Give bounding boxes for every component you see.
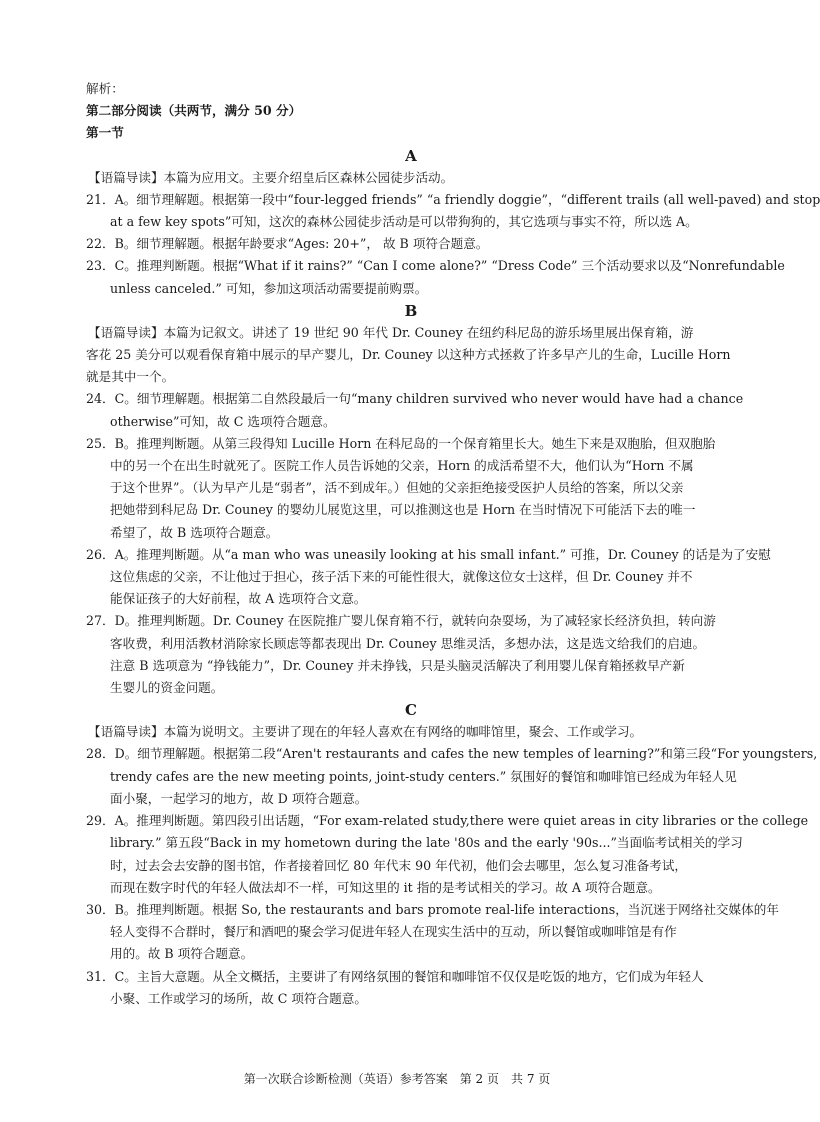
passage-a-heading: A: [405, 146, 417, 165]
answer-29-line-3: 时，过去会去安静的图书馆，作者接着回忆 80 年代末 90 年代初，他们会去哪里，怎么复习准备考试，: [110, 857, 688, 873]
page-footer: 第一次联合诊断检测（英语）参考答案 第 2 页 共 7 页: [243, 1072, 551, 1086]
section-heading: 第一节: [86, 125, 124, 141]
passage-b-guide-line-1: 【语篇导读】本篇为记叙文。讲述了 19 世纪 90 年代 Dr. Couney 在纽约科尼岛的游乐场里展出保育箱，游: [88, 324, 694, 340]
passage-b-guide-line-3: 就是其中一个。: [86, 369, 175, 385]
answer-26-line-1: 26．A。推理判断题。从“a man who was uneasily looking at his small infant.” 可推，Dr. Couney 的话是为了安慰: [86, 546, 771, 562]
answer-25-line-4: 把她带到科尼岛 Dr. Couney 的婴幼儿展览这里，可以推测这也是 Horn 在当时情况下可能活下去的唯一: [110, 502, 696, 518]
answer-31-line-1: 31．C。主旨大意题。从全文概括，主要讲了有网络氛围的餐馆和咖啡馆不仅仅是吃饭的地方，它们成为年轻人: [86, 968, 704, 984]
answer-24-line-1: 24．C。细节理解题。根据第二自然段最后一句“many children survived who never would have had a chance: [86, 391, 744, 407]
passage-b-guide-line-2: 客花 25 美分可以观看保育箱中展示的早产婴儿，Dr. Couney 以这种方式拯救了许多早产儿的生命，Lucille Horn: [86, 347, 731, 363]
answer-30-line-2: 轻人变得不合群时，餐厅和酒吧的聚会学习促进年轻人在现实生活中的互动，所以餐馆或咖啡馆是有作: [110, 924, 677, 940]
answer-26-line-2: 这位焦虑的父亲，不让他过于担心，孩子活下来的可能性很大，就像这位女士这样，但 Dr. Couney 并不: [110, 569, 693, 585]
answer-25-line-1: 25．B。推理判断题。从第三段得知 Lucille Horn 在科尼岛的一个保育箱里长大。她生下来是双胞胎，但双胞胎: [86, 435, 716, 451]
answer-25-line-5: 希望了，故 B 选项符合题意。: [110, 524, 279, 540]
answer-28-line-1: 28．D。细节理解题。根据第二段“Aren't restaurants and cafes the new temples of learning?”和第三段“For youngsters,: [86, 746, 818, 762]
answer-27-line-2: 客收费，利用活教材消除家长顾虑等都表现出 Dr. Couney 思维灵活，多想办法，这是选文给我们的启迪。: [110, 635, 706, 651]
answer-29-line-1: 29．A。推理判断题。第四段引出话题，“For exam-related study,there were quiet areas in city libraries or the college: [86, 813, 809, 829]
answer-30-line-1: 30．B。推理判断题。根据 So, the restaurants and bars promote real-life interactions，当沉迷于网络社交媒体的年: [86, 901, 779, 917]
answer-21-line-1: 21．A。细节理解题。根据第一段中“four-legged friends” “a friendly doggie”，“different trails (all well-paved) and stop: [86, 191, 820, 207]
answer-25-line-3: 于这个世界”。（认为早产儿是“弱者”，活不到成年。）但她的父亲拒绝接受医护人员给的答案，所以父亲: [110, 480, 684, 496]
passage-a-guide: 【语篇导读】本篇为应用文。主要介绍皇后区森林公园徒步活动。: [88, 169, 454, 185]
answer-27-line-3: 注意 B 选项意为 “挣钱能力”，Dr. Couney 并未挣钱，只是头脑灵活解决了利用婴儿保育箱拯救早产新: [110, 657, 685, 673]
answer-29-line-4: 而现在数字时代的年轻人做法却不一样，可知这里的 it 指的是考试相关的学习。故 A 项符合题意。: [110, 879, 661, 895]
answer-26-line-3: 能保证孩子的大好前程，故 A 选项符合文意。: [110, 591, 367, 607]
answer-27-line-4: 生婴儿的资金问题。: [110, 680, 224, 696]
analysis-label: 解析：: [86, 81, 124, 96]
answer-23-line-2: unless canceled.” 可知，参加这项活动需要提前购票。: [110, 280, 428, 296]
answer-28-line-3: 面小聚，一起学习的地方，故 D 项符合题意。: [110, 790, 368, 806]
answer-29-line-2: library.” 第五段“Back in my hometown during the late '80s and the early '90s...”当面临考试相关的学习: [110, 835, 743, 851]
answer-31-line-2: 小聚、工作或学习的场所，故 C 项符合题意。: [110, 990, 367, 1006]
answer-30-line-3: 用的。故 B 项符合题意。: [110, 946, 254, 962]
passage-c-heading: C: [405, 701, 417, 720]
answer-27-line-1: 27．D。推理判断题。Dr. Couney 在医院推广婴儿保育箱不行，就转向杂耍场，为了减轻家长经济负担，转向游: [86, 613, 716, 629]
answer-28-line-2: trendy cafes are the new meeting points, joint-study centers.” 氛围好的餐馆和咖啡馆已经成为年轻人见: [110, 768, 737, 784]
answer-22-line-1: 22．B。细节理解题。根据年龄要求“Ages: 20+”， 故 B 项符合题意。: [86, 236, 489, 252]
passage-b-heading: B: [404, 301, 418, 320]
answer-23-line-1: 23．C。推理判断题。根据“What if it rains?” “Can I come alone?” “Dress Code” 三个活动要求以及“Nonrefundable: [86, 258, 785, 274]
answer-24-line-2: otherwise”可知，故 C 选项符合题意。: [110, 413, 336, 429]
part-heading: 第二部分阅读（共两节，满分 50 分）: [86, 103, 302, 119]
passage-c-guide: 【语篇导读】本篇为说明文。主要讲了现在的年轻人喜欢在有网络的咖啡馆里，聚会、工作或学习。: [88, 724, 643, 740]
answer-21-line-2: at a few key spots”可知，这次的森林公园徒步活动是可以带狗狗的，其它选项与事实不符，所以选 A。: [110, 214, 698, 230]
answer-25-line-2: 中的另一个在出生时就死了。医院工作人员告诉她的父亲，Horn 的成活希望不大，他们认为“Horn 不属: [110, 458, 694, 474]
